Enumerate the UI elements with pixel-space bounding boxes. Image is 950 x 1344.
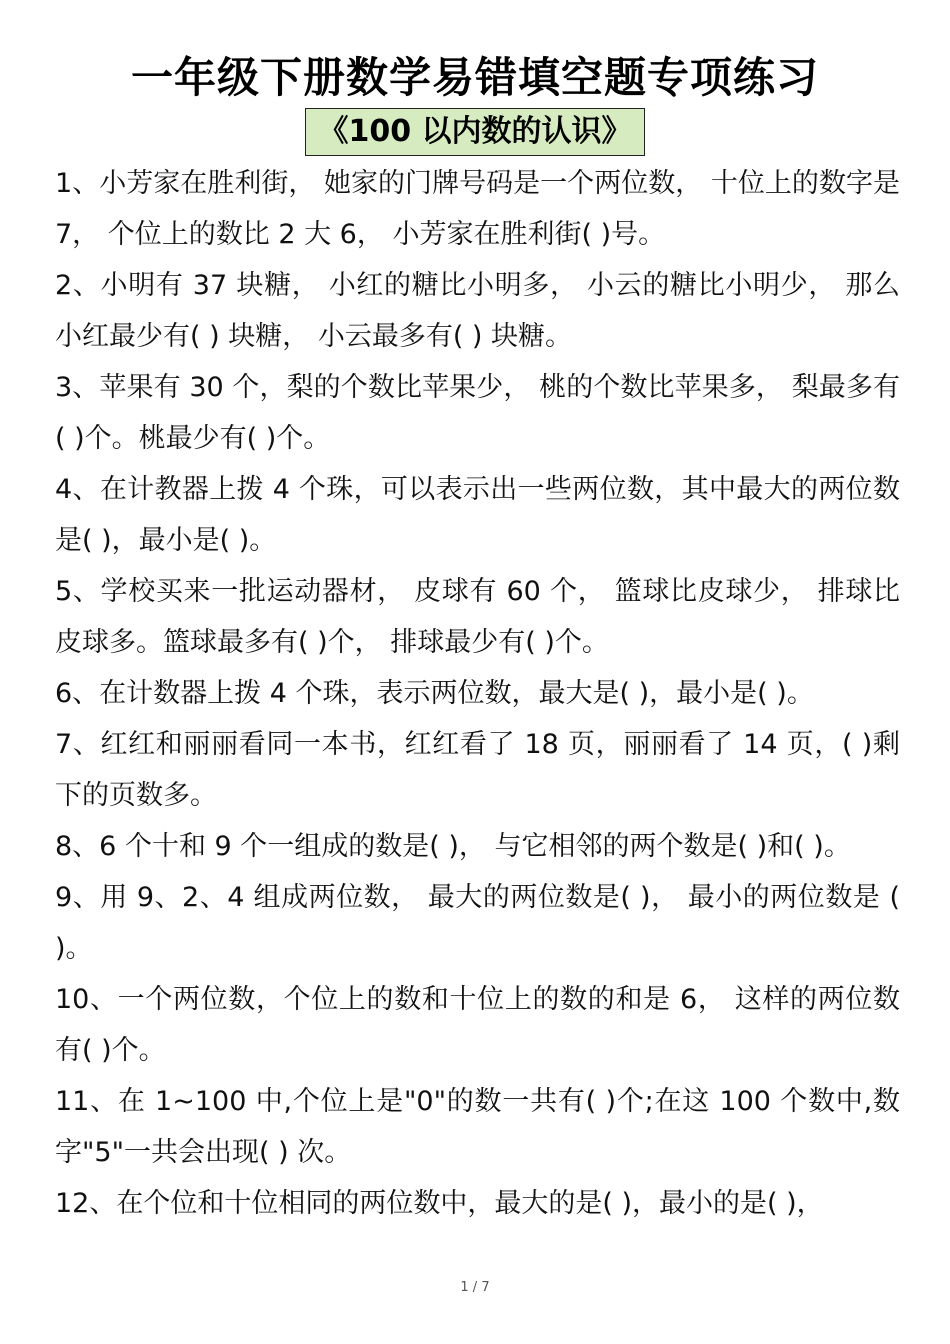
page-number: 1 / 7 xyxy=(460,1280,490,1295)
question-2: 2、小明有 37 块糖， 小红的糖比小明多， 小云的糖比小明少， 那么小红最少有( ) 块糖， 小云最多有( ) 块糖。 xyxy=(55,270,900,352)
question-10: 10、一个两位数，个位上的数和十位上的数的和是 6， 这样的两位数有( )个。 xyxy=(55,984,900,1066)
question-list xyxy=(55,158,900,1229)
question-1: 1、小芳家在胜利街， 她家的门牌号码是一个两位数， 十位上的数字是 7， 个位上的数比 2 大 6， 小芳家在胜利街( )号。 xyxy=(55,168,900,250)
question-8: 8、6 个十和 9 个一组成的数是( )， 与它相邻的两个数是( )和( )。 xyxy=(55,831,851,862)
subtitle-container xyxy=(0,108,950,156)
question-9: 9、用 9、2、4 组成两位数， 最大的两位数是( )， 最小的两位数是 ( )。 xyxy=(55,882,900,964)
question-7: 7、红红和丽丽看同一本书，红红看了 18 页，丽丽看了 14 页，( )剩下的页数多。 xyxy=(55,729,900,811)
question-4: 4、在计教器上拨 4 个珠，可以表示出一些两位数，其中最大的两位数是( )，最小是( )。 xyxy=(55,474,900,556)
page-subtitle: 《100 以内数的认识》 xyxy=(305,108,644,156)
question-12: 12、在个位和十位相同的两位数中，最大的是( )，最小的是( )， xyxy=(55,1188,824,1219)
page-title: 一年级下册数学易错填空题专项练习 xyxy=(130,53,819,102)
question-11: 11、在 1~100 中,个位上是"0"的数一共有( )个;在这 100 个数中,数字"5"一共会出现( ) 次。 xyxy=(55,1086,900,1168)
question-3: 3、苹果有 30 个，梨的个数比苹果少， 桃的个数比苹果多， 梨最多有( )个。桃最少有( )个。 xyxy=(55,372,900,454)
question-5: 5、学校买来一批运动器材， 皮球有 60 个， 篮球比皮球少， 排球比皮球多。篮球最多有( )个， 排球最少有( )个。 xyxy=(55,576,900,658)
question-6: 6、在计数器上拨 4 个珠，表示两位数，最大是( )，最小是( )。 xyxy=(55,678,814,709)
